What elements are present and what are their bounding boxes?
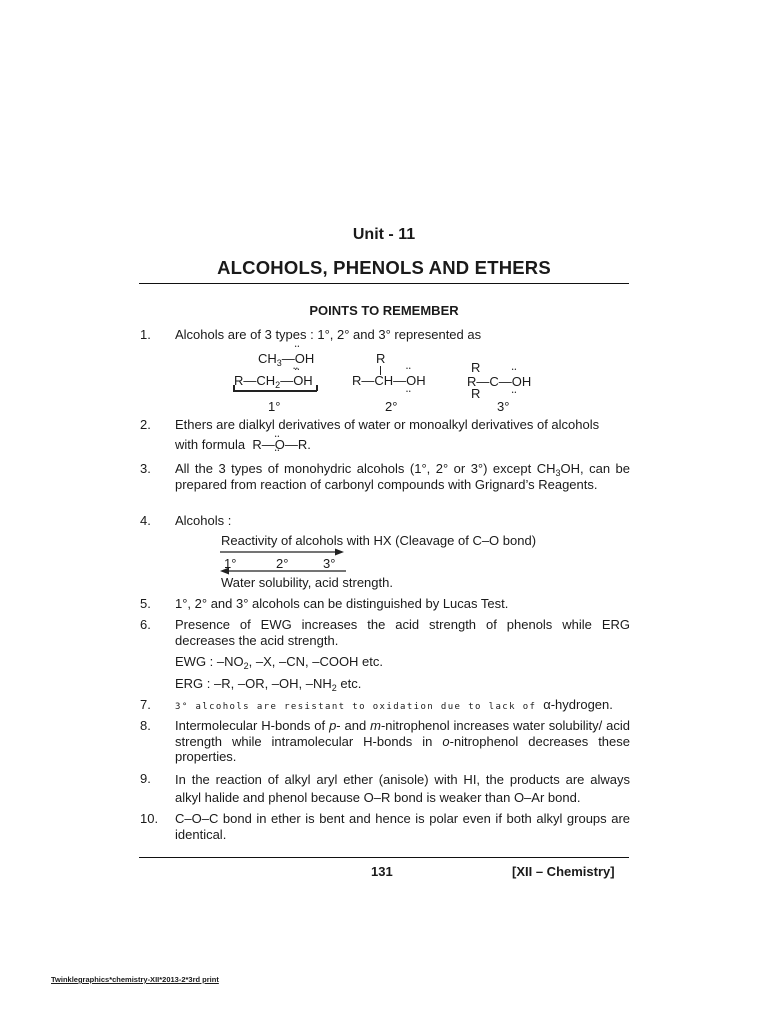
reactivity-label: Reactivity of alcohols with HX (Cleavage of C–O bond) [221, 533, 537, 548]
degree-2: 2° [276, 556, 289, 571]
point-3-number: 3. [140, 461, 151, 476]
primary-top-group: $CH_3—••$ OH •• [258, 351, 314, 366]
tertiary-label: 3° [497, 399, 510, 414]
point-2-formula-line: with formula R—•• O ••—R. [175, 437, 630, 453]
section-title: POINTS TO REMEMBER [309, 303, 459, 318]
course-label: [XII – Chemistry] [512, 864, 615, 879]
right-arrowhead-icon [335, 549, 344, 556]
point-2-number: 2. [140, 417, 151, 432]
tertiary-bottom-r: R [471, 386, 481, 401]
point-9-number: 9. [140, 771, 151, 786]
primary-main-chain: $R—CH_2—••$ OH •• [234, 373, 313, 388]
point-6-number: 6. [140, 617, 151, 632]
solubility-label: Water solubility, acid strength. [221, 575, 393, 590]
secondary-top-r: R [376, 351, 386, 366]
primary-label: 1° [268, 399, 281, 414]
print-note: Twinklegraphics*chemistry-XII*2013-2*3rd print [51, 975, 219, 984]
point-3-text: All the 3 types of monohydric alcohols (1°, 2° or 3°) except $CH_3OH$, can be prepared from reaction of carbonyl compounds with Grignard’s Reagents. [175, 461, 630, 492]
point-6-text: Presence of EWG increases the acid strength of phenols while ERG decreases the acid strength. [175, 617, 630, 648]
degree-3: 3° [323, 556, 336, 571]
point-10-text: C–O–C bond in ether is bent and hence is polar even if both alkyl groups are identical. [175, 811, 630, 842]
point-5-number: 5. [140, 596, 151, 611]
point-1-number: 1. [140, 327, 151, 342]
alcohol-structures [225, 345, 565, 417]
point-7-text: 3° alcohols are resistant to oxidation due to lack of α-hydrogen. [175, 697, 613, 712]
secondary-main-chain: R—CH—•• OH •• [352, 373, 426, 388]
degree-1: 1° [224, 556, 237, 571]
secondary-label: 2° [385, 399, 398, 414]
footer-rule [139, 857, 629, 858]
primary-bracket [233, 390, 317, 392]
erg-line: ERG : –R, –OR, –OH, $-NH_2$ etc. [175, 676, 362, 693]
point-1-text: Alcohols are of 3 types : 1°, 2° and 3° represented as [175, 327, 482, 342]
point-4-number: 4. [140, 513, 151, 528]
point-2-text: Ethers are dialkyl derivatives of water or monoalkyl derivatives of alcohols [175, 417, 600, 432]
tertiary-top-r: R [471, 360, 481, 375]
point-4-text: Alcohols : [175, 513, 232, 528]
ewg-line: EWG : $-NO_2$, –X, –CN, –COOH etc. [175, 654, 384, 671]
unit-heading: Unit - 11 [352, 226, 416, 243]
point-7-number: 7. [140, 697, 151, 712]
tertiary-main-chain: R—C—•• OH •• [467, 374, 531, 389]
point-8-text: Intermolecular H-bonds of p- and m-nitrophenol increases water solubility/ acid strength while intramolecular H-bonds in o-nitrophenol decreases these properties. [175, 718, 630, 764]
chapter-title: ALCOHOLS, PHENOLS AND ETHERS [217, 257, 551, 278]
point-10-number: 10. [140, 811, 159, 826]
page-number: 131 [371, 864, 393, 879]
point-8-number: 8. [140, 718, 151, 733]
point-5-text: 1°, 2° and 3° alcohols can be distinguished by Lucas Test. [175, 596, 509, 611]
point-9-text: In the reaction of alkyl aryl ether (anisole) with HI, the products are always alkyl halide and phenol because O–R bond is weaker than O–Ar bond. [175, 772, 630, 805]
title-rule [139, 283, 629, 284]
